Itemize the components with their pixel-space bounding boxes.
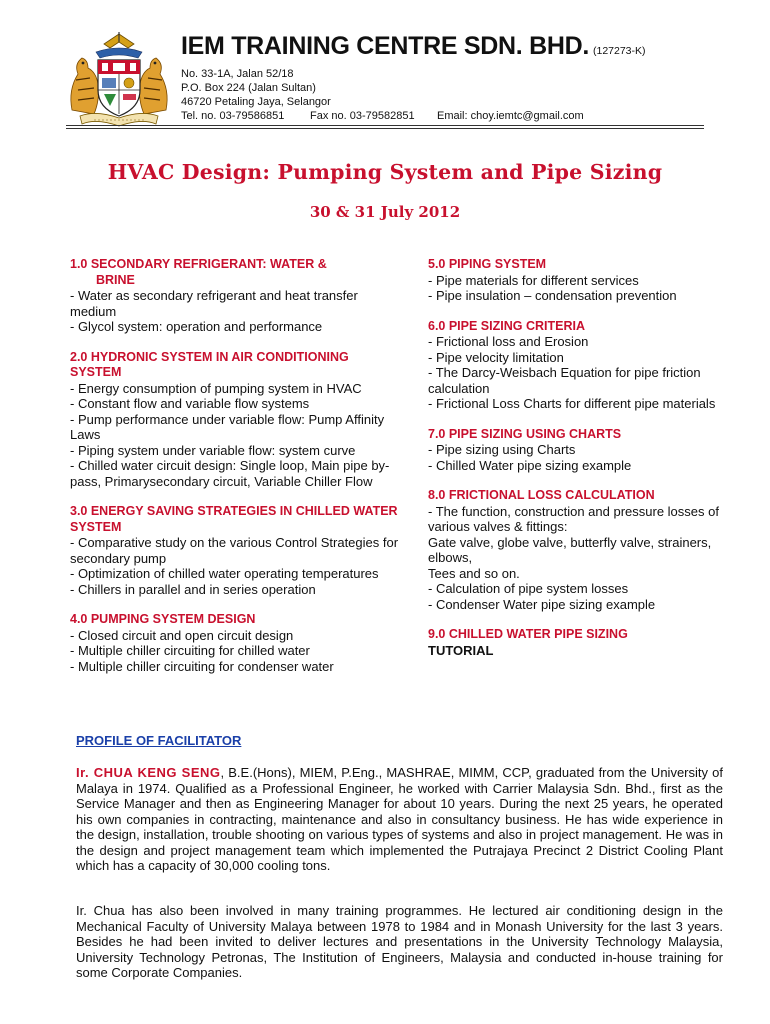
section-item: - The function, construction and pressure losses of various valves & fittings: xyxy=(428,503,719,534)
syllabus-left-column xyxy=(70,257,400,689)
section-item: - Frictional Loss Charts for different pipe materials xyxy=(428,396,716,411)
facilitator-bio: , B.E.(Hons), MIEM, P.Eng., MASHRAE, MIMM, CCP, graduated from the University of Malaya in 1974. Qualified as a Professional Engineer, he worked with Carrier Malaysia Sdn. Bhd., first as the Service Manager and then as Engineering Manager for about 10 years. During the next 25 years, he operated his own companies in contracting, maintenance and also in consultancy business. He has wide experience in the design, installation, trouble shooting on various types of systems and also in project management. He was in the design and project management team which implemented the Putrajaya Precinct 2 District Cooling Plant which has a capacity of 30,000 cooling tons. xyxy=(76,765,723,873)
coat-of-arms-logo xyxy=(66,30,172,128)
section-heading-line: 8.0 FRICTIONAL LOSS CALCULATION xyxy=(428,488,655,502)
section-heading-line: BRINE xyxy=(96,272,135,287)
telephone: Tel. no. 03-79586851 xyxy=(181,110,285,122)
section-heading-line: 6.0 PIPE SIZING CRITERIA xyxy=(428,318,585,333)
section-item: - Water as secondary refrigerant and heat transfer medium xyxy=(70,288,358,319)
address-line-3: 46720 Petaling Jaya, Selangor xyxy=(181,96,331,108)
section-item: - Frictional loss and Erosion xyxy=(428,334,589,349)
section-item: - Energy consumption of pumping system in HVAC xyxy=(70,380,362,396)
syllabus-right-column xyxy=(428,257,728,673)
section-item: Gate valve, globe valve, butterfly valve, strainers, elbows, xyxy=(428,534,712,565)
section-heading-line: 9.0 CHILLED WATER PIPE SIZING xyxy=(428,627,628,641)
section-heading-line: 4.0 PUMPING SYSTEM DESIGN xyxy=(70,612,256,626)
section-item-bold: TUTORIAL xyxy=(428,642,494,658)
section-item: - Comparative study on the various Control Strategies for secondary pump xyxy=(70,535,399,566)
section-heading-line: 2.0 HYDRONIC SYSTEM IN AIR CONDITIONING SYSTEM xyxy=(70,349,349,379)
facilitator-paragraph-2: Ir. Chua has also been involved in many training programmes. He lectured air conditioning design in the Mechanical Faculty of University Malaya between 1978 to 1984 and in Monash University for the last 3 years. Besides he had been invited to deliver lectures and presentations in the University Technology Malaysia, University Technology Petronas, The Institution of Engineers, Malaysia and conducted in-house training for some Corporate Companies. xyxy=(76,903,723,980)
section-item: - The Darcy-Weisbach Equation for pipe friction calculation xyxy=(428,365,701,396)
section-item: - Optimization of chilled water operating temperatures xyxy=(70,566,379,581)
section-item: - Closed circuit and open circuit design xyxy=(70,627,294,643)
profile-heading: PROFILE OF FACILITATOR xyxy=(76,733,242,748)
section-item: - Pipe materials for different services xyxy=(428,272,639,288)
section-heading xyxy=(428,488,728,504)
section-item: - Pipe sizing using Charts xyxy=(428,442,576,457)
syllabus-section xyxy=(70,612,400,674)
section-heading xyxy=(70,504,400,535)
section-item: - Condenser Water pipe sizing example xyxy=(428,596,656,612)
section-item: - Chilled water circuit design: Single loop, Main pipe by-pass, Primarysecondary circuit, Variable Chiller Flow xyxy=(70,458,390,489)
section-item: - Glycol system: operation and performance xyxy=(70,319,323,334)
section-item: - Calculation of pipe system losses xyxy=(428,581,629,596)
syllabus-section xyxy=(428,427,728,474)
section-item: - Multiple chiller circuiting for condenser water xyxy=(70,658,334,674)
section-heading xyxy=(428,319,728,335)
section-heading xyxy=(70,612,400,628)
address-line-1: No. 33-1A, Jalan 52/18 xyxy=(181,68,294,80)
section-item: - Piping system under variable flow: system curve xyxy=(70,442,356,458)
section-item: - Pipe insulation – condensation prevention xyxy=(428,288,677,303)
section-heading xyxy=(428,427,728,443)
section-item: Tees and so on. xyxy=(428,565,520,581)
section-item: - Pump performance under variable flow: Pump Affinity Laws xyxy=(70,411,385,442)
facilitator-paragraph-1 xyxy=(76,765,723,874)
syllabus-section xyxy=(428,257,728,304)
section-heading-line: 3.0 ENERGY SAVING STRATEGIES IN CHILLED WATER SYSTEM xyxy=(70,504,398,534)
header-rule-bottom xyxy=(66,128,704,129)
syllabus-section xyxy=(428,319,728,412)
section-heading-line: 7.0 PIPE SIZING USING CHARTS xyxy=(428,426,622,441)
section-item: - Chillers in parallel and in series operation xyxy=(70,581,316,597)
section-heading xyxy=(70,257,400,288)
facilitator-name: Ir. CHUA KENG SENG xyxy=(76,765,221,780)
section-item: - Constant flow and variable flow systems xyxy=(70,396,310,411)
syllabus-section xyxy=(70,350,400,490)
email[interactable]: Email: choy.iemtc@gmail.com xyxy=(437,110,584,122)
section-item: - Pipe velocity limitation xyxy=(428,349,564,365)
header-rule-top xyxy=(66,125,704,126)
fax: Fax no. 03-79582851 xyxy=(310,110,415,122)
address-line-2: P.O. Box 224 (Jalan Sultan) xyxy=(181,82,316,94)
section-heading xyxy=(428,627,728,643)
section-heading-line: 5.0 PIPING SYSTEM xyxy=(428,257,547,271)
organization-name: IEM TRAINING CENTRE SDN. BHD. (127273-K) xyxy=(181,32,646,60)
section-item: - Chilled Water pipe sizing example xyxy=(428,457,632,473)
section-heading xyxy=(70,350,400,381)
course-date: 30 & 31 July 2012 xyxy=(309,203,461,221)
syllabus-section xyxy=(70,257,400,335)
section-heading xyxy=(428,257,728,273)
registration-number: (127273-K) xyxy=(592,45,646,57)
contact-line xyxy=(181,110,584,123)
syllabus-section xyxy=(428,488,728,612)
section-heading-line: 1.0 SECONDARY REFRIGERANT: WATER & xyxy=(70,257,327,271)
syllabus-section xyxy=(428,627,728,658)
section-item: - Multiple chiller circuiting for chilled water xyxy=(70,643,310,658)
syllabus-section xyxy=(70,504,400,597)
course-title: HVAC Design: Pumping System and Pipe Sizing xyxy=(107,160,663,184)
